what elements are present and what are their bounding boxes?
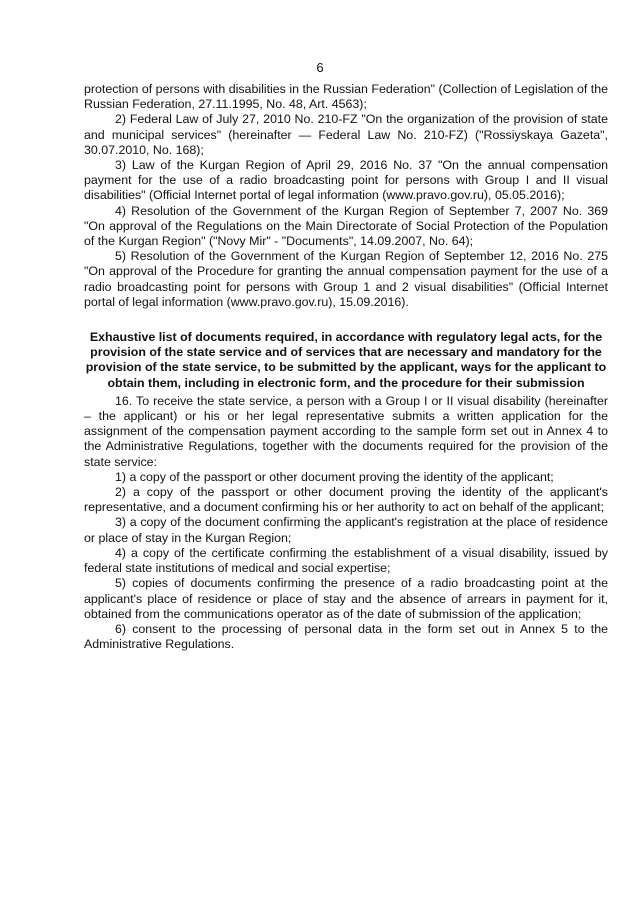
paragraph-continuation: protection of persons with disabilities in the Russian Federation" (Collection of Legislation of the Russian Federation, 27.11.1995, No. 48, Art. 4563); <box>84 82 608 112</box>
list-item-5: 5) copies of documents confirming the presence of a radio broadcasting point at the applicant's place of residence or place of stay and the absence of arrears in payment for it, obtained from the communications operator as of the date of submission of the application; <box>84 576 608 621</box>
paragraph-item-4: 4) Resolution of the Government of the Kurgan Region of September 7, 2007 No. 369 "On approval of the Regulations on the Main Directorate of Social Protection of the Population of the Kurgan Region" ("Novy Mir" - "Documents", 14.09.2007, No. 64); <box>84 203 608 249</box>
section-heading: Exhaustive list of documents required, in accordance with regulatory legal acts, for the provision of the state service and of services that are necessary and mandatory for the provision of the state service, to be submitted by the applicant, ways for the applicant to obtain them, including in electronic form, and the procedure for their submission <box>85 330 607 390</box>
list-item-3: 3) a copy of the document confirming the applicant's registration at the place of residence or place of stay in the Kurgan Region; <box>84 515 608 545</box>
list-item-6: 6) consent to the processing of personal data in the form set out in Annex 5 to the Administrative Regulations. <box>84 621 608 652</box>
paragraph-item-3: 3) Law of the Kurgan Region of April 29, 2016 No. 37 "On the annual compensation payment for the use of a radio broadcasting point for persons with Group I and II visual disabilities" (Official Internet portal of legal information (www.pravo.gov.ru), 05.05.2016); <box>84 158 608 203</box>
page-number: 6 <box>316 60 324 75</box>
list-item-2: 2) a copy of the passport or other document proving the identity of the applicant's representative, and a document confirming his or her authority to act on behalf of the applicant; <box>84 485 608 515</box>
paragraph-item-5: 5) Resolution of the Government of the Kurgan Region of September 12, 2016 No. 275 "On approval of the Procedure for granting the annual compensation payment for the use of a radio broadcasting point for persons with Group 1 and 2 visual disabilities" (Official Internet portal of legal information (www.pravo.gov.ru), 15.09.2016). <box>84 249 608 309</box>
list-item-4: 4) a copy of the certificate confirming the establishment of a visual disability, issued by federal state institutions of medical and social expertise; <box>84 545 608 576</box>
paragraph-16: 16. To receive the state service, a person with a Group I or II visual disability (hereinafter – the applicant) or his or her legal representative submits a written application for the assignment of the compensation payment according to the sample form set out in Annex 4 to the Administrative Regulations, together with the documents required for the provision of the state service: <box>84 393 608 469</box>
paragraph-item-2: 2) Federal Law of July 27, 2010 No. 210-FZ "On the organization of the provision of state and municipal services" (hereinafter — Federal Law No. 210-FZ) ("Rossiyskaya Gazeta", 30.07.2010, No. 168); <box>84 112 608 157</box>
list-item-1: 1) a copy of the passport or other document proving the identity of the applicant; <box>115 469 554 484</box>
document-body <box>84 82 608 652</box>
